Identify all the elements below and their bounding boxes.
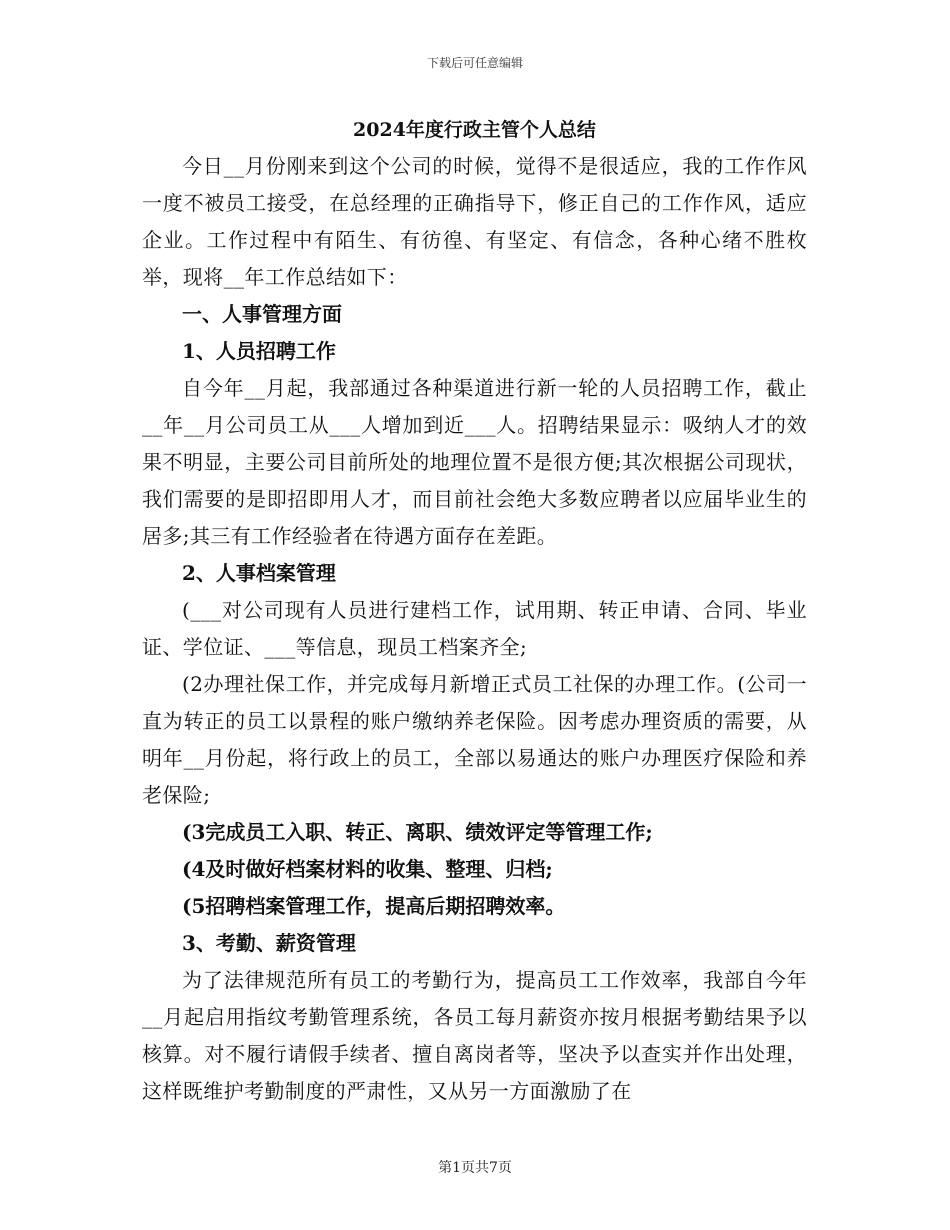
document-body	[142, 112, 807, 1110]
subsection-heading-attendance: 3、考勤、薪资管理	[182, 931, 356, 955]
document-title: 2024年度行政主管个人总结	[353, 119, 596, 141]
list-item-archives-3: (3完成员工入职、转正、离职、绩效评定等管理工作;	[182, 820, 653, 844]
list-item-archives-4: (4及时做好档案材料的收集、整理、归档;	[182, 857, 553, 881]
paragraph-archives-2: (2办理社保工作，并完成每月新增正式员工社保的办理工作。(公司一直为转正的员工以景程的账户缴纳养老保险。因考虑办理资质的需要，从明年__月份起，将行政上的员工，全部以易通达的账户办理医疗保险和养老保险;	[142, 672, 807, 807]
paragraph-recruitment: 自今年__月起，我部通过各种渠道进行新一轮的人员招聘工作，截止__年__月公司员工从___人增加到近___人。招聘结果显示：吸纳人才的效果不明显，主要公司目前所处的地理位置不是很方便;其次根据公司现状，我们需要的是即招即用人才，而目前社会绝大多数应聘者以应届毕业生的居多;其三有工作经验者在待遇方面存在差距。	[142, 376, 807, 548]
subsection-heading-recruitment: 1、人员招聘工作	[182, 339, 336, 363]
page-number-footer: 第1页共7页	[438, 1160, 512, 1176]
paragraph-archives-1: (___对公司现有人员进行建档工作，试用期、转正申请、合同、毕业证、学位证、___等信息，现员工档案齐全;	[142, 598, 807, 659]
header-note: 下载后可任意编辑	[426, 56, 523, 70]
subsection-heading-archives: 2、人事档案管理	[182, 561, 336, 585]
paragraph-attendance: 为了法律规范所有员工的考勤行为，提高员工工作效率，我部自今年__月起启用指纹考勤管理系统，各员工每月薪资亦按月根据考勤结果予以核算。对不履行请假手续者、擅自离岗者等，坚决予以查实并作出处理，这样既维护考勤制度的严肃性，又从另一方面激励了在	[142, 968, 807, 1103]
section-heading-personnel: 一、人事管理方面	[182, 302, 342, 326]
list-item-archives-5: (5招聘档案管理工作，提高后期招聘效率。	[182, 894, 566, 918]
paragraph-intro: 今日__月份刚来到这个公司的时候，觉得不是很适应，我的工作作风一度不被员工接受，在总经理的正确指导下，修正自己的工作作风，适应企业。工作过程中有陌生、有彷徨、有坚定、有信念，各种心绪不胜枚举，现将__年工作总结如下：	[142, 154, 807, 289]
